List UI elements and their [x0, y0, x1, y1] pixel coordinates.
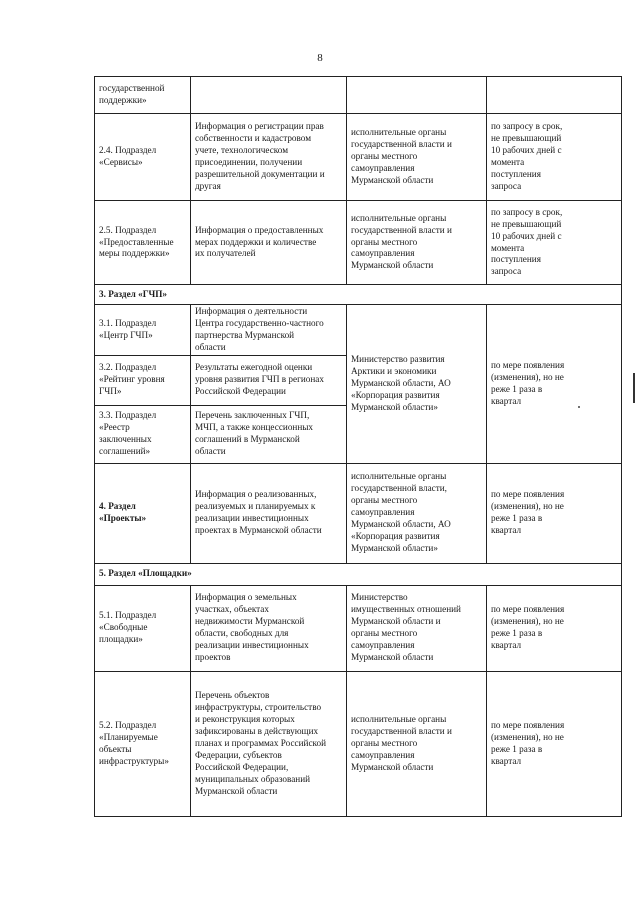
subsection-cell: 2.4. Подраздел «Сервисы»	[95, 114, 191, 201]
subsection-cell: 3.3. Подраздел «Реестр заключенных соглашений»	[95, 405, 191, 463]
subsection-cell: 3.1. Подраздел «Центр ГЧП»	[95, 305, 191, 356]
frequency-cell: по мере появления (изменения), но не реже 1 раза в квартал	[487, 585, 622, 671]
responsible-cell: исполнительные органы государственной власти и органы местного самоуправления Мурманской области	[347, 201, 487, 285]
frequency-cell: по запросу в срок, не превышающий 10 рабочих дней с момента поступления запроса	[487, 201, 622, 285]
document-table	[94, 76, 622, 817]
section-cell: 4. Раздел «Проекты»	[95, 463, 191, 563]
content-cell: Информация о регистрации прав собственности и кадастровом учете, технологическом присоединении, получении разрешительной документации и другая	[191, 114, 347, 201]
section-row	[95, 285, 622, 305]
responsible-cell: исполнительные органы государственной власти и органы местного самоуправления Мурманской области	[347, 114, 487, 201]
responsible-cell	[347, 77, 487, 114]
content-cell: Информация о реализованных, реализуемых и планируемых к реализации инвестиционных проектах в Мурманской области	[191, 463, 347, 563]
page-number: 8	[317, 52, 323, 64]
section-row	[95, 563, 622, 585]
frequency-cell: по мере появления (изменения), но не реже 1 раза в квартал	[487, 463, 622, 563]
frequency-cell: по мере появления (изменения), но не реже 1 раза в квартал	[487, 671, 622, 816]
table-row	[95, 77, 622, 114]
content-cell: Информация о предоставленных мерах поддержки и количестве их получателей	[191, 201, 347, 285]
content-cell: Информация о земельных участках, объектах недвижимости Мурманской области, свободных для реализации инвестиционных проектов	[191, 585, 347, 671]
frequency-cell: по запросу в срок, не превышающий 10 рабочих дней с момента поступления запроса	[487, 114, 622, 201]
table-row	[95, 305, 622, 356]
subsection-cell: 5.1. Подраздел «Свободные площадки»	[95, 585, 191, 671]
frequency-cell	[487, 77, 622, 114]
responsible-cell: Министерство развития Арктики и экономики Мурманской области, АО «Корпорация развития Мурманской области»	[347, 305, 487, 464]
table-row	[95, 463, 622, 563]
scan-dot-mark	[578, 406, 580, 408]
subsection-cell: 2.5. Подраздел «Предоставленные меры поддержки»	[95, 201, 191, 285]
responsible-cell: Министерство имущественных отношений Мурманской области и органы местного самоуправления Мурманской области	[347, 585, 487, 671]
content-cell: Перечень заключенных ГЧП, МЧП, а также концессионных соглашений в Мурманской области	[191, 405, 347, 463]
content-cell	[191, 77, 347, 114]
table-row	[95, 201, 622, 285]
content-cell: Перечень объектов инфраструктуры, строительство и реконструкция которых зафиксированы в действующих планах и программах Российской Федерации, субъектов Российской Федерации, муниципальных образований Мурманской области	[191, 671, 347, 816]
table-row	[95, 585, 622, 671]
subsection-cell: государственной поддержки»	[95, 77, 191, 114]
responsible-cell: исполнительные органы государственной власти, органы местного самоуправления Мурманской области, АО «Корпорация развития Мурманской области»	[347, 463, 487, 563]
content-cell: Результаты ежегодной оценки уровня развития ГЧП в регионах Российской Федерации	[191, 355, 347, 405]
content-cell: Информация о деятельности Центра государственно-частного партнерства Мурманской области	[191, 305, 347, 356]
frequency-cell: по мере появления (изменения), но не реже 1 раза в квартал	[487, 305, 622, 464]
responsible-cell: исполнительные органы государственной власти и органы местного самоуправления Мурманской области	[347, 671, 487, 816]
subsection-cell: 3.2. Подраздел «Рейтинг уровня ГЧП»	[95, 355, 191, 405]
subsection-cell: 5.2. Подраздел «Планируемые объекты инфраструктуры»	[95, 671, 191, 816]
section-heading: 5. Раздел «Площадки»	[95, 563, 622, 585]
scan-edge-mark	[633, 373, 635, 403]
table-row	[95, 671, 622, 816]
table-row	[95, 114, 622, 201]
section-heading: 3. Раздел «ГЧП»	[95, 285, 622, 305]
